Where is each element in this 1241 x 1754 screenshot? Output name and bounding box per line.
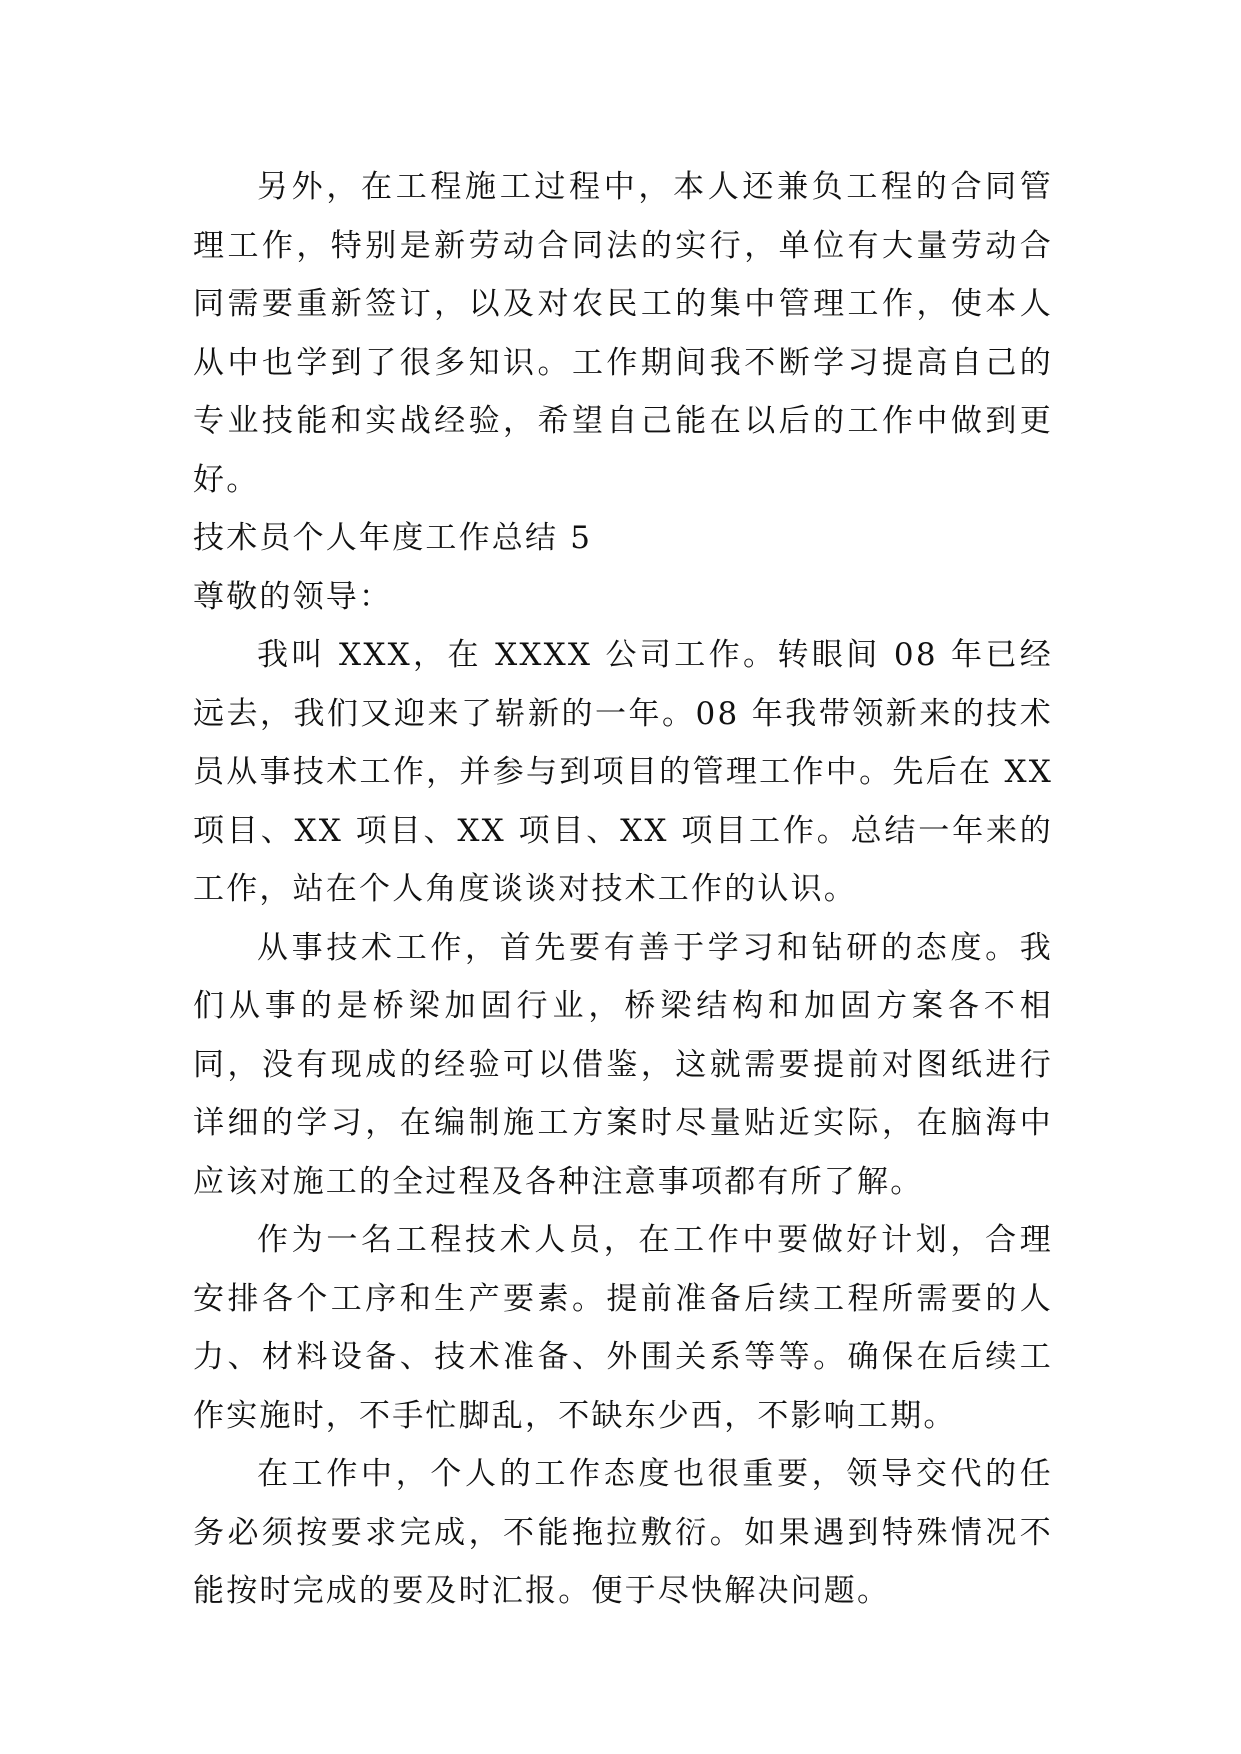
paragraph-introduction: 我叫 XXX，在 XXXX 公司工作。转眼间 08 年已经远去，我们又迎来了崭新的一年。08 年我带领新来的技术员从事技术工作，并参与到项目的管理工作中。先后在 XX 项目、XX 项目、XX 项目、XX 项目工作。总结一年来的工作，站在个人角度谈谈对技术工作的认识。 [193, 637, 1053, 907]
section-heading: 技术员个人年度工作总结 5 [193, 520, 593, 556]
paragraph-learning-attitude: 从事技术工作，首先要有善于学习和钻研的态度。我们从事的是桥梁加固行业，桥梁结构和加固方案各不相同，没有现成的经验可以借鉴，这就需要提前对图纸进行详细的学习，在编制施工方案时尽量贴近实际，在脑海中应该对施工的全过程及各种注意事项都有所了解。 [193, 929, 1053, 1200]
document-body [193, 158, 1053, 1621]
paragraph-contract-management: 另外，在工程施工过程中，本人还兼负工程的合同管理工作，特别是新劳动合同法的实行，单位有大量劳动合同需要重新签订，以及对农民工的集中管理工作，使本人从中也学到了很多知识。工作期间我不断学习提高自己的专业技能和实战经验，希望自己能在以后的工作中做到更好。 [193, 169, 1053, 498]
paragraph-work-attitude: 在工作中，个人的工作态度也很重要，领导交代的任务必须按要求完成，不能拖拉敷衍。如果遇到特殊情况不能按时完成的要及时汇报。便于尽快解决问题。 [193, 1456, 1053, 1609]
paragraph-planning: 作为一名工程技术人员，在工作中要做好计划，合理安排各个工序和生产要素。提前准备后续工程所需要的人力、材料设备、技术准备、外围关系等等。确保在后续工作实施时，不手忙脚乱，不缺东少西，不影响工期。 [193, 1222, 1053, 1434]
salutation: 尊敬的领导： [193, 578, 393, 615]
